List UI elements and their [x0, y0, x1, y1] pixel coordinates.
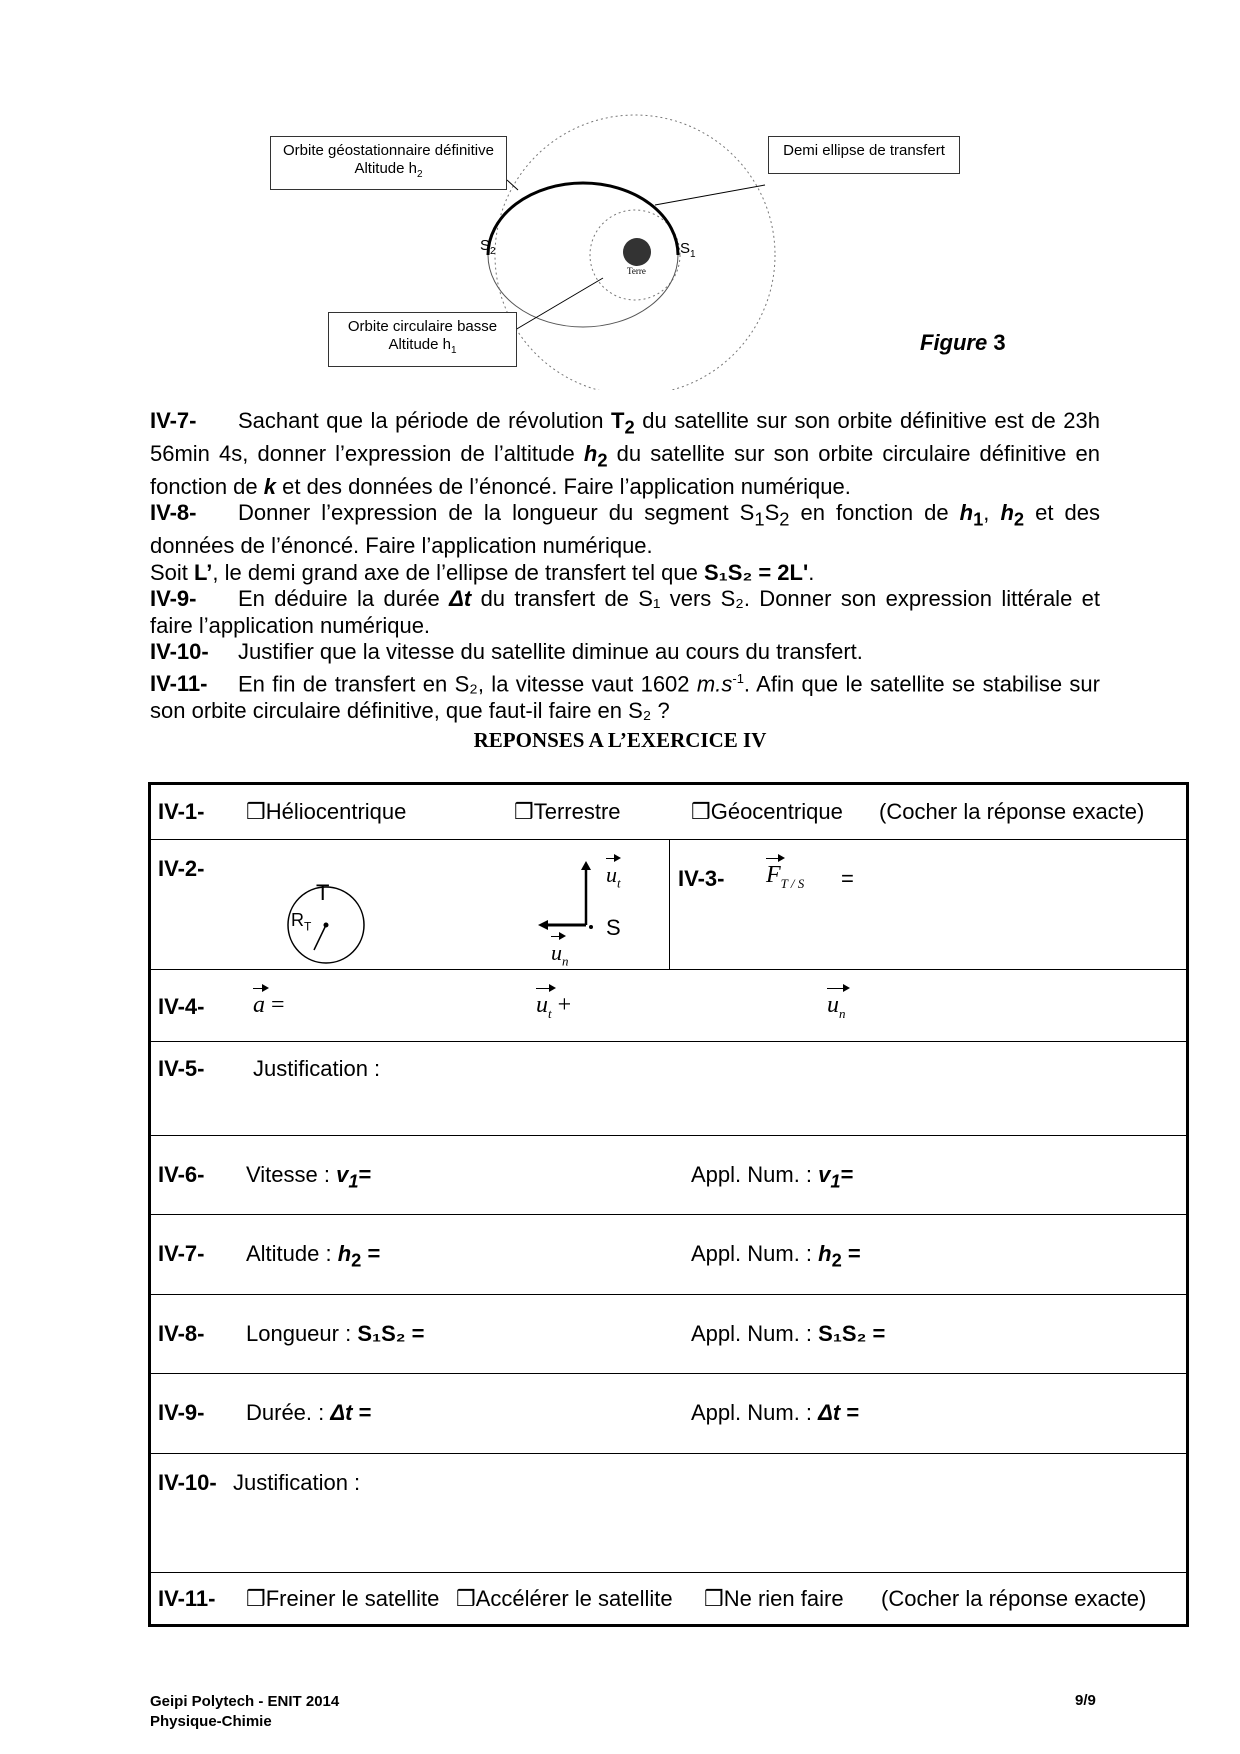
row-id: IV-8- [158, 1321, 205, 1346]
label-low-orbit [328, 312, 517, 367]
row-iv-1 [151, 785, 1186, 840]
orbit-figure [0, 0, 1240, 390]
figure-caption: Figure 3 [920, 330, 1006, 355]
question-iv-11: IV-11- En fin de transfert en S₂, la vitesse vaut 1602 $m.s^{-1}$. Afin que le satellite se stabilise sur son orbite circulaire définitive, que faut-il faire en S₂ ? [150, 670, 1100, 723]
question-iv-7: IV-7- Sachant que la période de révolution $T_2$ du satellite sur son orbite définitive est de 23h 56min 4s, donner l’expression de l’altitude $h_2$ du satellite sur son orbite circulaire définitive en fonction de k et des données de l’énoncé. Faire l’application numérique. [150, 408, 1100, 499]
checkbox-terrestre[interactable]: ❒Terrestre [514, 799, 621, 824]
row-id: IV-9- [158, 1400, 205, 1425]
row-id: IV-5- [158, 1056, 205, 1081]
row-iv-9[interactable] [151, 1374, 1186, 1454]
footer-school: Geipi Polytech - ENIT 2014 [150, 1693, 340, 1710]
subscript: 1 [450, 345, 457, 356]
row-id: IV-1- [158, 799, 205, 824]
answer-table [148, 782, 1189, 1627]
frenet-vectors [536, 860, 596, 935]
question-iv-9: IV-9- En déduire la durée Δt du transfert de S₁ vers S₂. Donner son expression littérale et faire l’application numérique. [150, 586, 1101, 638]
checkbox-ne-rien-faire[interactable]: ❒Ne rien faire [704, 1586, 844, 1611]
footer [150, 1692, 339, 1732]
justification-label: Justification : [233, 1470, 361, 1495]
answer-area-iv-3[interactable] [671, 900, 1186, 969]
transfer-half-ellipse [488, 183, 678, 255]
label-T: T [316, 880, 330, 905]
justification-label: Justification : [253, 1056, 381, 1081]
expression-label: Longueur : S₁S₂ = [246, 1321, 425, 1346]
arrow-transfer [655, 185, 765, 205]
questions [150, 408, 1100, 724]
vector-ut: $u_t$ [606, 862, 621, 891]
row-id: IV-6- [158, 1162, 205, 1187]
numeric-label: Appl. Num. : S₁S₂ = [691, 1321, 886, 1346]
row-iv-2-3 [151, 840, 1186, 970]
force-vector: $F_{T / S}$ [766, 862, 805, 891]
label-text: Demi ellipse de transfert [783, 142, 945, 159]
label-transfer [768, 136, 960, 174]
responses-title: REPONSES A L’EXERCICE IV [473, 728, 767, 752]
row-id: IV-11- [158, 1586, 216, 1611]
row-iv-11 [151, 1573, 1186, 1624]
row-iv-10[interactable] [151, 1454, 1186, 1573]
label-geostationary [270, 136, 507, 190]
label-s1: $S_1$ [680, 240, 696, 260]
checkbox-freiner[interactable]: ❒Freiner le satellite [246, 1586, 440, 1611]
checkbox-geocentrique[interactable]: ❒Géocentrique [691, 799, 843, 824]
arrow-low [515, 278, 603, 330]
equals: = [841, 866, 854, 891]
label-text: Altitude h [354, 160, 417, 177]
instruction-note: (Cocher la réponse exacte) [881, 1586, 1147, 1611]
vector-un: $u_n$ [551, 940, 569, 969]
row-iv-8[interactable] [151, 1295, 1186, 1374]
vector-un: $u_n$ [827, 992, 846, 1021]
label-S: S [606, 915, 621, 940]
row-iv-4 [151, 970, 1186, 1042]
label-text: Orbite géostationnaire définitive [283, 142, 494, 159]
label-s2: $S_2$ [480, 237, 496, 257]
orbit-diagram [0, 0, 1240, 390]
earth [623, 238, 651, 266]
question-iv-8: IV-8- Donner l’expression de la longueur du segment $S_1S_2$ en fonction de $h_1$, $h_2$ et des données de l’énoncé. Faire l’application numérique. [150, 500, 1100, 559]
label-text: Altitude h [388, 336, 451, 353]
label-text: Orbite circulaire basse [347, 318, 498, 335]
instruction-note: (Cocher la réponse exacte) [879, 799, 1145, 824]
numeric-label: Appl. Num. : $v_1=$ [691, 1162, 854, 1192]
statement-L: Soit L’, le demi grand axe de l’ellipse de transfert tel que S₁S₂ = 2L'. [150, 559, 815, 585]
cell-iv-2 [151, 840, 670, 969]
row-iv-7[interactable] [151, 1215, 1186, 1295]
row-id: IV-7- [158, 1241, 205, 1266]
expression-label: Durée. : Δt = [246, 1400, 372, 1425]
label-RT: $R_T$ [291, 910, 312, 934]
page-number: 9/9 [1075, 1692, 1096, 1709]
expression-label: Altitude : $h_2$ = [246, 1241, 381, 1271]
numeric-label: Appl. Num. : Δt = [691, 1400, 860, 1425]
row-iv-6[interactable] [151, 1136, 1186, 1215]
subscript: 2 [416, 169, 423, 180]
row-iv-5[interactable] [151, 1042, 1186, 1136]
numeric-label: Appl. Num. : $h_2$ = [691, 1241, 861, 1271]
footer-subject: Physique-Chimie [150, 1713, 272, 1730]
checkbox-accelerer[interactable]: ❒Accélérer le satellite [456, 1586, 673, 1611]
row-id: IV-3- [678, 866, 725, 891]
arrow-geo [507, 180, 518, 190]
checkbox-heliocentrique[interactable]: ❒Héliocentrique [246, 799, 407, 824]
row-id: IV-4- [158, 994, 205, 1019]
label-earth: Terre [627, 266, 646, 276]
vector-ut: $u_t$ + [536, 992, 572, 1021]
vector-a: a = [253, 992, 285, 1018]
question-iv-10: IV-10- Justifier que la vitesse du satellite diminue au cours du transfert. [150, 639, 863, 665]
row-id: IV-2- [158, 856, 205, 881]
row-id: IV-10- [158, 1470, 217, 1495]
expression-label: Vitesse : $v_1=$ [246, 1162, 372, 1192]
